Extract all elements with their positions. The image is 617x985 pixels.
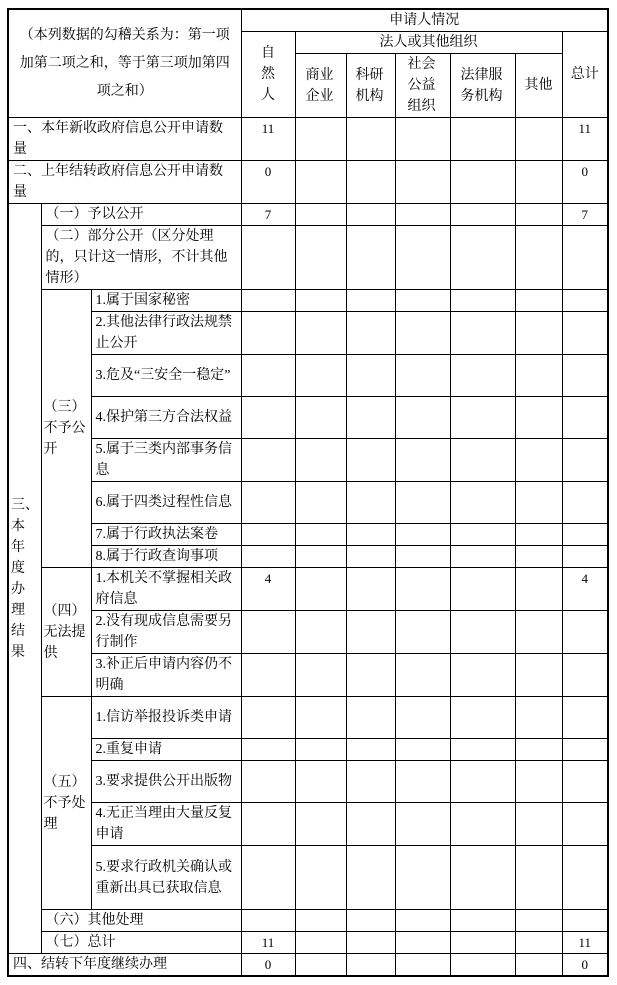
data-cell — [395, 611, 450, 654]
table-row — [8, 482, 608, 524]
data-cell — [395, 932, 450, 954]
data-cell — [515, 290, 562, 312]
data-cell — [346, 803, 395, 846]
data-cell — [346, 118, 395, 161]
natural-person-label: 自然人 — [261, 46, 275, 103]
data-cell: 4 — [562, 568, 608, 611]
table-row — [8, 397, 608, 439]
data-cell — [562, 355, 608, 397]
data-cell — [241, 226, 295, 290]
table-row — [8, 312, 608, 355]
table-row — [8, 739, 608, 761]
data-cell — [450, 524, 515, 546]
data-cell — [241, 290, 295, 312]
row-label: （一）予以公开 — [41, 204, 241, 226]
table-row — [8, 954, 608, 977]
row-label: （六）其他处理 — [41, 910, 241, 932]
data-cell — [346, 954, 395, 977]
row-label: 3.补正后申请内容仍不明确 — [91, 654, 241, 697]
data-cell — [515, 204, 562, 226]
data-cell — [295, 161, 346, 204]
data-cell — [562, 524, 608, 546]
data-cell — [295, 226, 346, 290]
table-row — [8, 439, 608, 482]
data-cell — [395, 312, 450, 355]
data-cell — [450, 290, 515, 312]
data-cell — [515, 355, 562, 397]
data-cell — [395, 439, 450, 482]
data-cell — [515, 654, 562, 697]
data-cell — [515, 910, 562, 932]
col-header-other: 其他 — [515, 54, 562, 118]
data-cell — [562, 226, 608, 290]
data-cell — [295, 761, 346, 803]
data-cell — [241, 697, 295, 739]
data-cell — [515, 482, 562, 524]
data-cell — [295, 482, 346, 524]
data-cell — [241, 546, 295, 568]
data-cell — [450, 204, 515, 226]
data-cell — [450, 803, 515, 846]
data-cell — [241, 761, 295, 803]
data-cell — [562, 482, 608, 524]
data-cell — [395, 118, 450, 161]
row-label: 3.要求提供公开出版物 — [91, 761, 241, 803]
table-row — [8, 118, 608, 161]
data-cell — [395, 397, 450, 439]
data-cell: 11 — [241, 932, 295, 954]
data-cell — [562, 397, 608, 439]
row-label: （二）部分公开（区分处理的，只计这一情形，不计其他情形） — [41, 226, 241, 290]
data-cell — [346, 546, 395, 568]
col-header-natural-person — [241, 32, 295, 118]
table-row — [8, 910, 608, 932]
data-cell — [515, 161, 562, 204]
data-cell — [515, 226, 562, 290]
data-cell — [295, 118, 346, 161]
data-cell — [395, 204, 450, 226]
data-cell — [515, 611, 562, 654]
data-cell — [346, 312, 395, 355]
data-cell — [562, 910, 608, 932]
data-cell — [450, 846, 515, 910]
data-cell — [295, 611, 346, 654]
data-cell — [346, 697, 395, 739]
data-cell — [241, 846, 295, 910]
data-cell — [346, 204, 395, 226]
data-cell — [562, 290, 608, 312]
data-cell — [346, 910, 395, 932]
data-cell — [562, 312, 608, 355]
row-label: 6.属于四类过程性信息 — [91, 482, 241, 524]
data-cell — [450, 312, 515, 355]
data-cell — [395, 482, 450, 524]
row-label: 2.其他法律行政法规禁止公开 — [91, 312, 241, 355]
col-header-social — [395, 54, 450, 118]
data-cell — [395, 697, 450, 739]
col-header-applicant-group: 申请人情况 — [241, 9, 608, 32]
row-label: 8.属于行政查询事项 — [91, 546, 241, 568]
group-label-not-processed: （五）不予处理 — [41, 697, 91, 910]
table-row — [8, 226, 608, 290]
data-cell — [450, 654, 515, 697]
table-row — [8, 524, 608, 546]
table-row — [8, 611, 608, 654]
data-cell — [450, 355, 515, 397]
col-header-research — [346, 54, 395, 118]
data-cell — [295, 355, 346, 397]
data-cell — [515, 546, 562, 568]
data-cell — [450, 397, 515, 439]
table-row — [8, 697, 608, 739]
data-cell — [450, 546, 515, 568]
col-header-legal-group: 法人或其他组织 — [295, 32, 562, 54]
table-row — [8, 546, 608, 568]
data-cell — [515, 568, 562, 611]
legal-service-label: 法律服务机构 — [460, 67, 503, 104]
statistics-table — [7, 8, 609, 977]
data-cell — [241, 312, 295, 355]
data-cell — [295, 204, 346, 226]
data-cell — [346, 397, 395, 439]
table-row — [8, 803, 608, 846]
data-cell — [395, 355, 450, 397]
data-cell — [515, 932, 562, 954]
data-cell — [346, 932, 395, 954]
data-cell — [515, 118, 562, 161]
data-cell — [295, 546, 346, 568]
table-row — [8, 846, 608, 910]
row-label: 2.没有现成信息需要另行制作 — [91, 611, 241, 654]
data-cell — [450, 611, 515, 654]
row-label: 7.属于行政执法案卷 — [91, 524, 241, 546]
data-cell — [395, 161, 450, 204]
data-cell — [515, 954, 562, 977]
data-cell — [241, 910, 295, 932]
data-cell — [562, 439, 608, 482]
group-label-unable-to-provide: （四）无法提供 — [41, 568, 91, 697]
data-cell — [346, 568, 395, 611]
col-header-total: 总计 — [562, 32, 608, 118]
data-cell — [346, 161, 395, 204]
data-cell — [346, 524, 395, 546]
data-cell: 7 — [241, 204, 295, 226]
data-cell — [395, 739, 450, 761]
data-cell — [515, 846, 562, 910]
data-cell — [515, 761, 562, 803]
data-cell — [395, 568, 450, 611]
data-cell — [346, 355, 395, 397]
data-cell: 4 — [241, 568, 295, 611]
data-cell: 11 — [562, 932, 608, 954]
data-cell: 0 — [241, 161, 295, 204]
table-row — [8, 761, 608, 803]
data-cell — [346, 654, 395, 697]
data-cell — [295, 910, 346, 932]
data-cell — [562, 739, 608, 761]
col-header-business — [295, 54, 346, 118]
data-cell — [450, 954, 515, 977]
reconciliation-note: （本列数据的勾稽关系为：第一项加第二项之和，等于第三项加第四项之和） — [8, 9, 241, 118]
data-cell — [241, 482, 295, 524]
table-row — [8, 290, 608, 312]
data-cell — [450, 568, 515, 611]
data-cell — [295, 654, 346, 697]
data-cell — [395, 954, 450, 977]
data-cell — [295, 803, 346, 846]
data-cell: 7 — [562, 204, 608, 226]
data-cell — [515, 739, 562, 761]
data-cell — [450, 118, 515, 161]
row-label: 4.无正当理由大量反复申请 — [91, 803, 241, 846]
row-label: 1.属于国家秘密 — [91, 290, 241, 312]
row-label: 4.保护第三方合法权益 — [91, 397, 241, 439]
data-cell — [295, 397, 346, 439]
data-cell — [295, 568, 346, 611]
data-cell — [395, 546, 450, 568]
data-cell: 11 — [562, 118, 608, 161]
data-cell — [562, 654, 608, 697]
row-label: 5.要求行政机关确认或重新出具已获取信息 — [91, 846, 241, 910]
data-cell — [450, 761, 515, 803]
data-cell — [295, 954, 346, 977]
data-cell — [241, 524, 295, 546]
data-cell — [395, 910, 450, 932]
data-cell — [395, 654, 450, 697]
data-cell — [450, 932, 515, 954]
data-cell — [515, 397, 562, 439]
data-cell — [515, 803, 562, 846]
table-row — [8, 654, 608, 697]
data-cell — [450, 739, 515, 761]
data-cell — [346, 739, 395, 761]
data-cell — [346, 482, 395, 524]
research-label: 科研机构 — [355, 67, 384, 104]
data-cell — [295, 439, 346, 482]
data-cell — [241, 439, 295, 482]
group-label-annual-results: 三、本年度办理结果 — [8, 204, 41, 954]
data-cell — [562, 546, 608, 568]
data-cell — [450, 226, 515, 290]
data-cell: 11 — [241, 118, 295, 161]
data-cell — [395, 803, 450, 846]
table-row — [8, 932, 608, 954]
data-cell — [395, 524, 450, 546]
data-cell — [241, 397, 295, 439]
data-cell: 0 — [562, 161, 608, 204]
social-label: 社会公益组织 — [407, 57, 436, 114]
business-label: 商业企业 — [305, 67, 334, 104]
data-cell — [450, 161, 515, 204]
data-cell — [450, 697, 515, 739]
data-cell — [295, 739, 346, 761]
data-cell — [515, 697, 562, 739]
row-label: 2.重复申请 — [91, 739, 241, 761]
data-cell — [395, 846, 450, 910]
data-cell — [346, 226, 395, 290]
data-cell — [295, 846, 346, 910]
data-cell — [241, 654, 295, 697]
data-cell — [295, 524, 346, 546]
data-cell — [515, 312, 562, 355]
data-cell — [241, 739, 295, 761]
data-cell — [562, 611, 608, 654]
data-cell — [562, 697, 608, 739]
data-cell — [450, 482, 515, 524]
table-row — [8, 161, 608, 204]
col-header-legal-service — [450, 54, 515, 118]
table-row — [8, 568, 608, 611]
data-cell — [515, 524, 562, 546]
group-label-not-disclosed: （三）不予公开 — [41, 290, 91, 568]
data-cell — [295, 290, 346, 312]
row-label: 四、结转下年度继续办理 — [8, 954, 241, 977]
data-cell — [241, 803, 295, 846]
data-cell — [346, 611, 395, 654]
row-label: 5.属于三类内部事务信息 — [91, 439, 241, 482]
data-cell — [515, 439, 562, 482]
data-cell — [395, 761, 450, 803]
data-cell — [295, 697, 346, 739]
data-cell — [562, 761, 608, 803]
data-cell — [346, 761, 395, 803]
row-label: 1.本机关不掌握相关政府信息 — [91, 568, 241, 611]
row-label: 一、本年新收政府信息公开申请数量 — [8, 118, 241, 161]
data-cell: 0 — [241, 954, 295, 977]
data-cell — [241, 355, 295, 397]
data-cell — [241, 611, 295, 654]
table-row — [8, 355, 608, 397]
row-label: 二、上年结转政府信息公开申请数量 — [8, 161, 241, 204]
data-cell — [395, 226, 450, 290]
row-label: 3.危及“三安全一稳定” — [91, 355, 241, 397]
data-cell — [562, 846, 608, 910]
data-cell — [346, 846, 395, 910]
data-cell — [346, 439, 395, 482]
data-cell — [450, 439, 515, 482]
row-label: （七）总计 — [41, 932, 241, 954]
data-cell — [295, 312, 346, 355]
data-cell: 0 — [562, 954, 608, 977]
data-cell — [562, 803, 608, 846]
data-cell — [295, 932, 346, 954]
table-row — [8, 204, 608, 226]
row-label: 1.信访举报投诉类申请 — [91, 697, 241, 739]
data-cell — [346, 290, 395, 312]
data-cell — [395, 290, 450, 312]
data-cell — [450, 910, 515, 932]
